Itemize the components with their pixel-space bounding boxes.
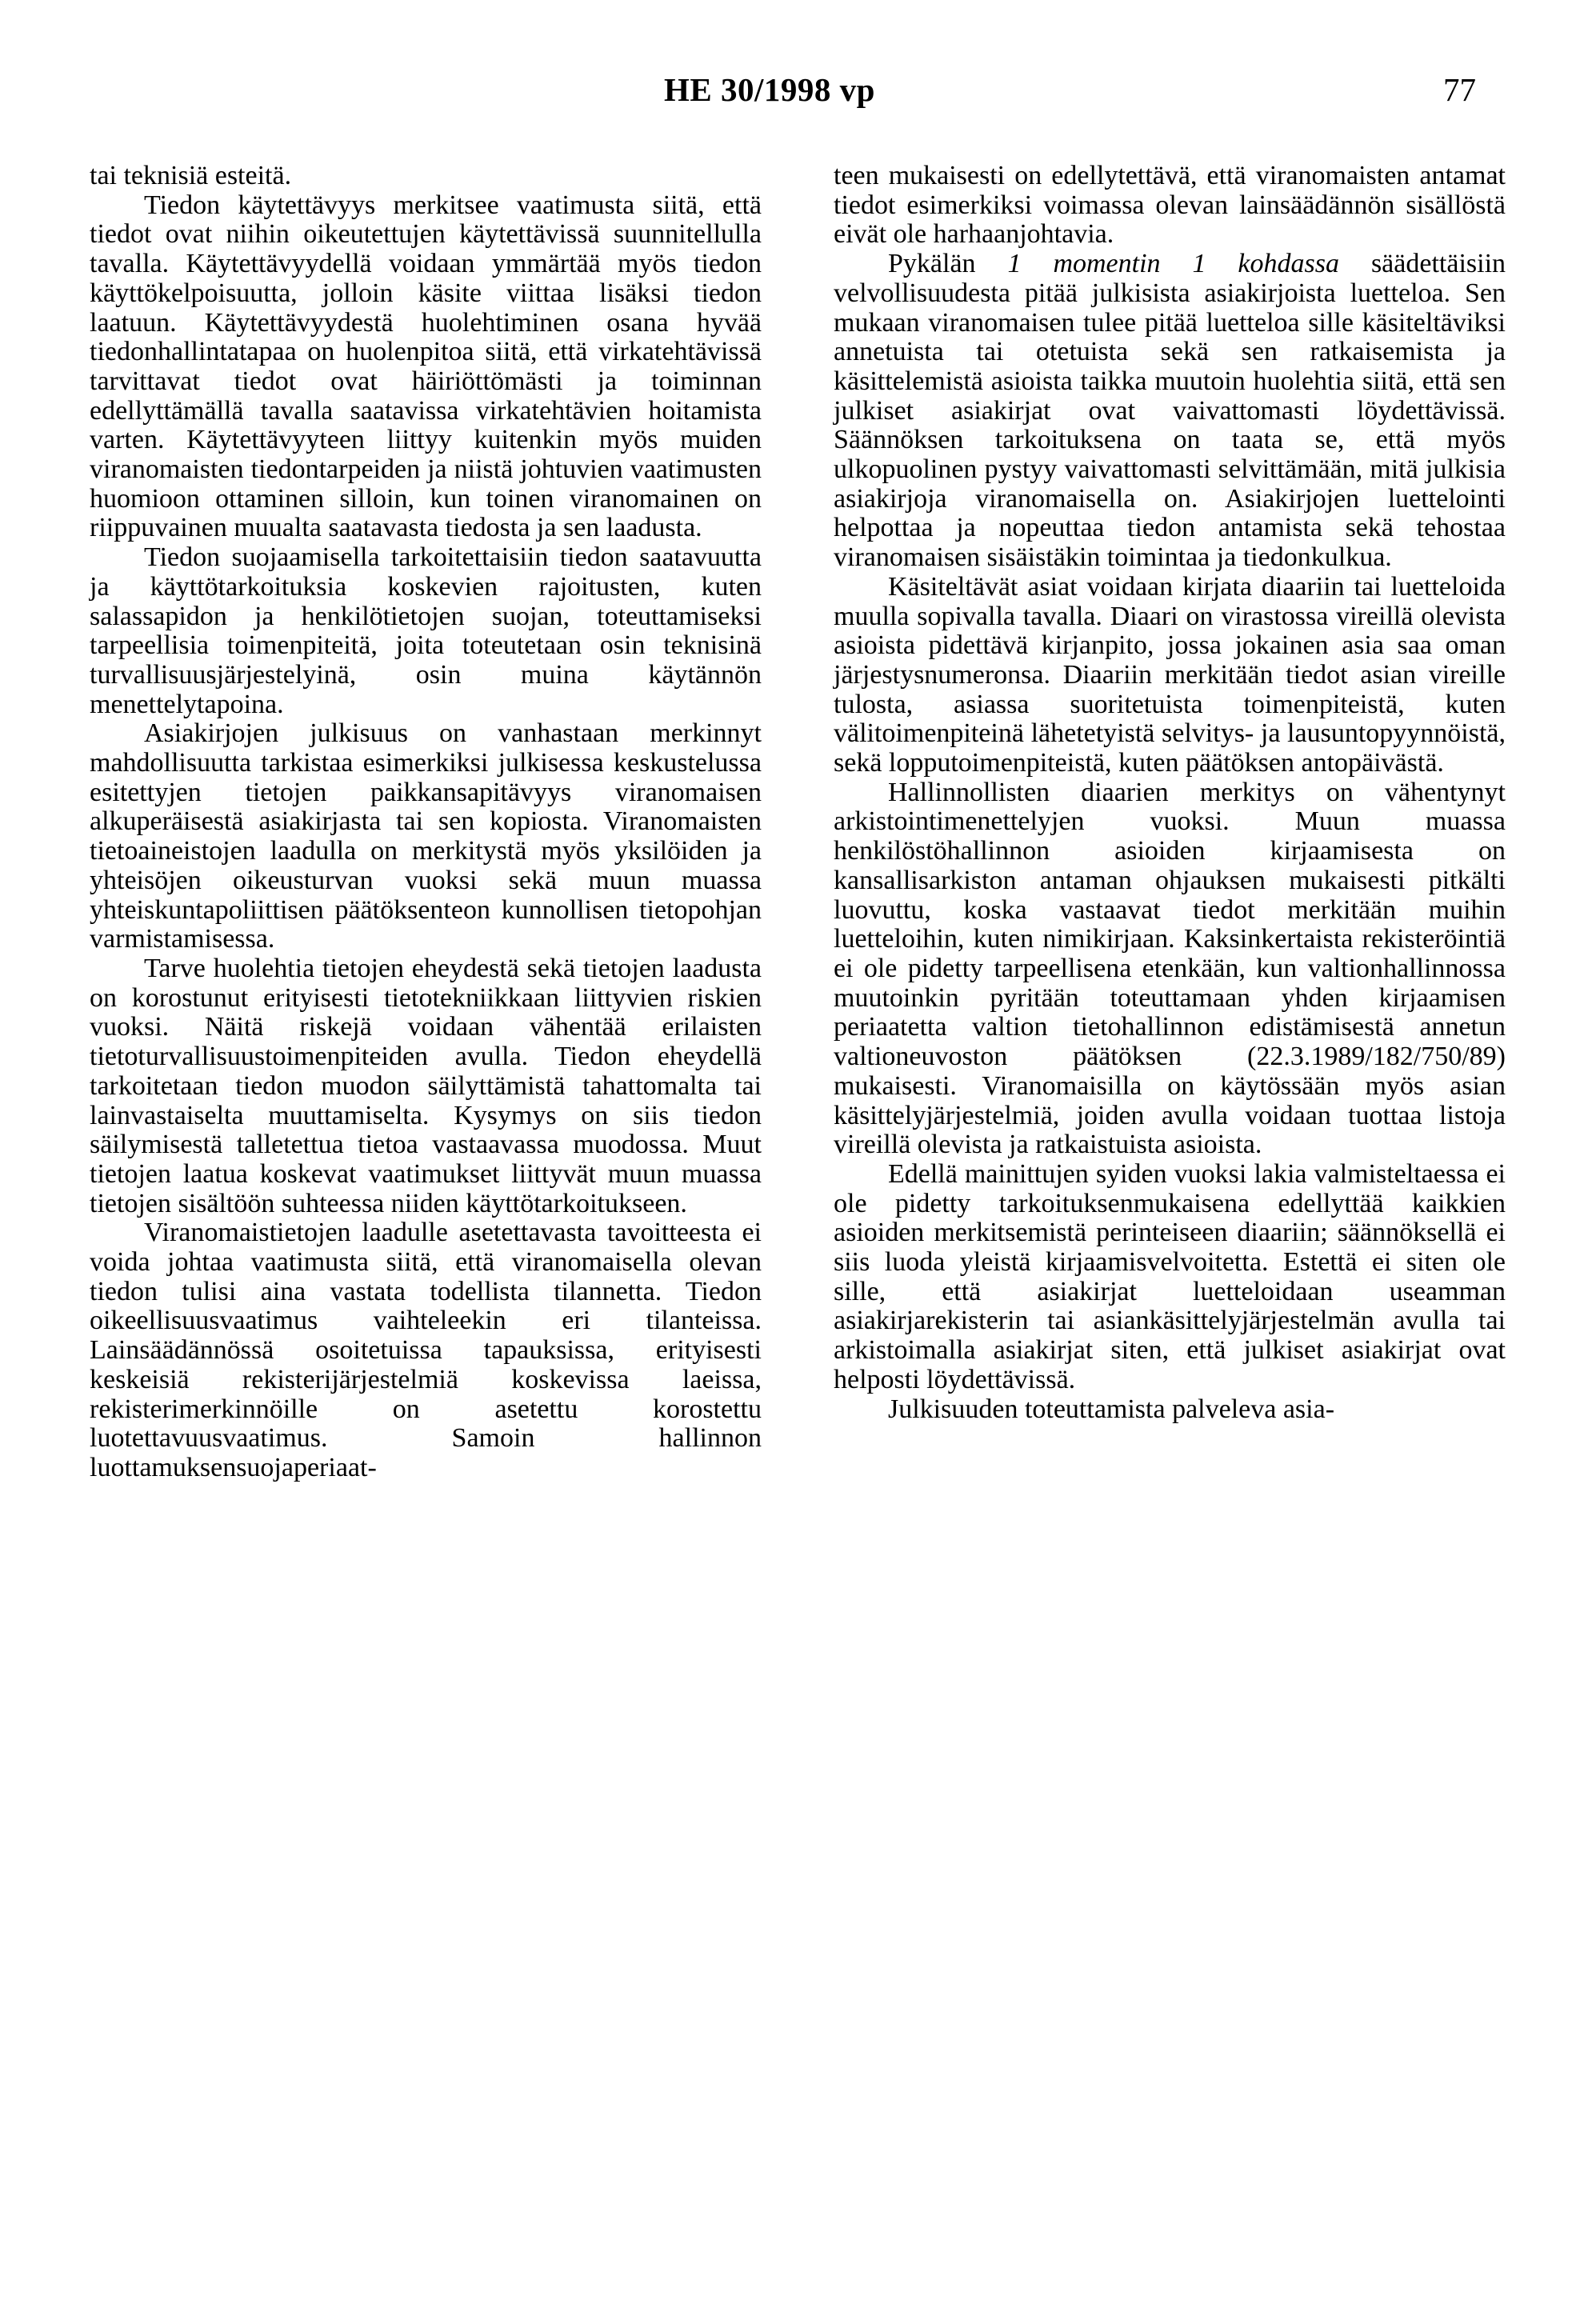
paragraph: tai teknisiä esteitä.: [90, 161, 292, 190]
paragraph: Viranomaistietojen laadulle asetettavasta tavoitteesta ei voida johtaa vaatimusta siitä, että viranomaisella olevan tiedon tulisi aina vastata todellista tilannetta. Tiedon oikeellisuusvaatimus vaihteleekin eri tilanteissa. Lainsäädännössä osoitetuissa tapauksissa, erityisesti keskeisiä rekisterijärjestelmiä koskevissa laeissa, rekisterimerkinnöille on asetettu korostettu luotettavuusvaatimus. Samoin hallinnon luottamuksensuojaperiaat-: [90, 1218, 762, 1482]
paragraph: Tiedon suojaamisella tarkoitettaisiin tiedon saatavuutta ja käyttötarkoituksia koskevien rajoitusten, kuten salassapidon ja henkilötietojen suojan, toteuttamiseksi tarpeellisia toimenpiteitä, joita toteutetaan osin teknisinä turvallisuusjärjestelyinä, osin muina käytännön menettelytapoina.: [90, 542, 762, 719]
paragraph: Käsiteltävät asiat voidaan kirjata diaariin tai luetteloida muulla sopivalla tavalla. Diaari on virastossa vireillä olevista asioista pidettävä kirjanpito, jossa jokainen asia saa oman järjestysnumeronsa. Diaariin merkitään tiedot asian vireille tulosta, asiassa suoritetuista toimenpiteistä, kuten välitoimenpiteinä lähetetyistä selvitys- ja lausuntopyynnöistä, sekä lopputoimenpiteistä, kuten päätöksen antopäivästä.: [834, 571, 1506, 778]
running-title: HE 30/1998 vp: [664, 71, 875, 108]
left-column: [90, 162, 762, 1483]
page-header: [0, 70, 1596, 118]
emphasis-reference: 1 momentin 1 kohdassa: [1007, 249, 1339, 279]
paragraph: Edellä mainittujen syiden vuoksi lakia valmisteltaessa ei ole pidetty tarkoituksenmukaisena edellyttää kaikkien asioiden merkitsemistä perinteiseen diaariin; säännöksellä ei siis luoda yleistä kirjaamisvelvoitetta. Estettä ei siten ole sille, että asiakirjat luetteloidaan useamman asiakirjarekisterin tai asiankäsittelyjärjestelmän avulla tai arkistoimalla asiakirjat siten, että julkiset asiakirjat ovat helposti löydettävissä.: [834, 1158, 1506, 1394]
page-number: 77: [1443, 71, 1476, 108]
paragraph: Hallinnollisten diaarien merkitys on vähentynyt arkistointimenettelyjen vuoksi. Muun muassa henkilöstöhallinnon asioiden kirjaamisesta on kansallisarkiston antaman ohjauksen mukaisesti pitkälti luovuttu, koska vastaavat tiedot merkitään muihin luetteloihin, kuten nimikirjaan. Kaksinkertaista rekisteröintiä ei ole pidetty tarpeellisena etenkään, kun valtionhallinnossa muutoinkin pyritään toteuttamaan yhden kirjaamisen periaatetta valtion tietohallinnon edistämisestä annetun valtioneuvoston päätöksen (22.3.1989/182/750/89) mukaisesti. Viranomaisilla on käytössään myös asian käsittelyjärjestelmiä, joiden avulla voidaan tuottaa listoja vireillä olevista ja ratkaistuista asioista.: [834, 777, 1506, 1160]
paragraph: teen mukaisesti on edellytettävä, että viranomaisten antamat tiedot esimerkiksi voimassa olevan lainsäädännön sisällöstä eivät ole harhaanjohtavia.: [834, 161, 1506, 250]
paragraph-rest: säädettäisiin velvollisuudesta pitää julkisista asiakirjoista luetteloa. Sen mukaan viranomaisen tulee pitää luetteloa sille käsiteltäviksi annetuista tai otetuista sekä sen ratkaisemista ja käsittelemistä asioista taikka muutoin huolehtia siitä, että sen julkiset asiakirjat ovat vaivattomasti löydettävissä. Säännöksen tarkoituksena on taata se, että myös ulkopuolinen pystyy vaivattomasti selvittämään, mitä julkisia asiakirjoja viranomaisella on. Asiakirjojen luettelointi helpottaa ja nopeuttaa tiedon antamista sekä tehostaa viranomaisen sisäistäkin toimintaa ja tiedonkulkua.: [834, 249, 1506, 573]
paragraph: Julkisuuden toteuttamista palveleva asia-: [888, 1394, 1335, 1424]
paragraph: Asiakirjojen julkisuus on vanhastaan merkinnyt mahdollisuutta tarkistaa esimerkiksi julkisessa keskustelussa esitettyjen tietojen paikkansapitävyys viranomaisen alkuperäisestä asiakirjasta tai sen kopiosta. Viranomaisten tietoaineistojen laadulla on merkitystä myös yksilöiden ja yhteisöjen oikeusturvan vuoksi sekä muun muassa yhteiskuntapoliittisen päätöksenteon kunnollisen tietopohjan varmistamisessa.: [90, 718, 762, 954]
paragraph: Tarve huolehtia tietojen eheydestä sekä tietojen laadusta on korostunut erityisesti tietotekniikkaan liittyvien riskien vuoksi. Näitä riskejä voidaan vähentää erilaisten tietoturvallisuustoimenpiteiden avulla. Tiedon eheydellä tarkoitetaan tiedon muodon säilyttämistä tahattomalta tai lainvastaiselta muuttamiselta. Kysymys on siis tiedon säilymisestä talletettua tietoa vastaavassa muodossa. Muut tietojen laatua koskevat vaatimukset liittyvät muun muassa tietojen sisältöön suhteessa niiden käyttötarkoitukseen.: [90, 953, 762, 1218]
paragraph-start: Pykälän: [888, 249, 976, 279]
paragraph: Tiedon käytettävyys merkitsee vaatimusta siitä, että tiedot ovat niihin oikeutettujen käytettävissä suunnitellulla tavalla. Käytettävyydellä voidaan ymmärtää myös tiedon käyttökelpoisuutta, jolloin käsite viittaa lisäksi tiedon laatuun. Käytettävyydestä huolehtiminen osana hyvää tiedonhallintatapaa on huolenpitoa siitä, että virkatehtävissä tarvittavat tiedot ovat häiriöttömästi ja toiminnan edellyttämällä tavalla saatavissa virkatehtävien hoitamista varten. Käytettävyyteen liittyy kuitenkin myös muiden viranomaisten tiedontarpeiden ja niistä johtuvien vaatimusten huomioon ottaminen silloin, kun toinen viranomainen on riippuvainen muualta saatavasta tiedosta ja sen laadusta.: [90, 190, 762, 543]
right-column: [834, 162, 1506, 1424]
paragraph: [834, 250, 1506, 573]
